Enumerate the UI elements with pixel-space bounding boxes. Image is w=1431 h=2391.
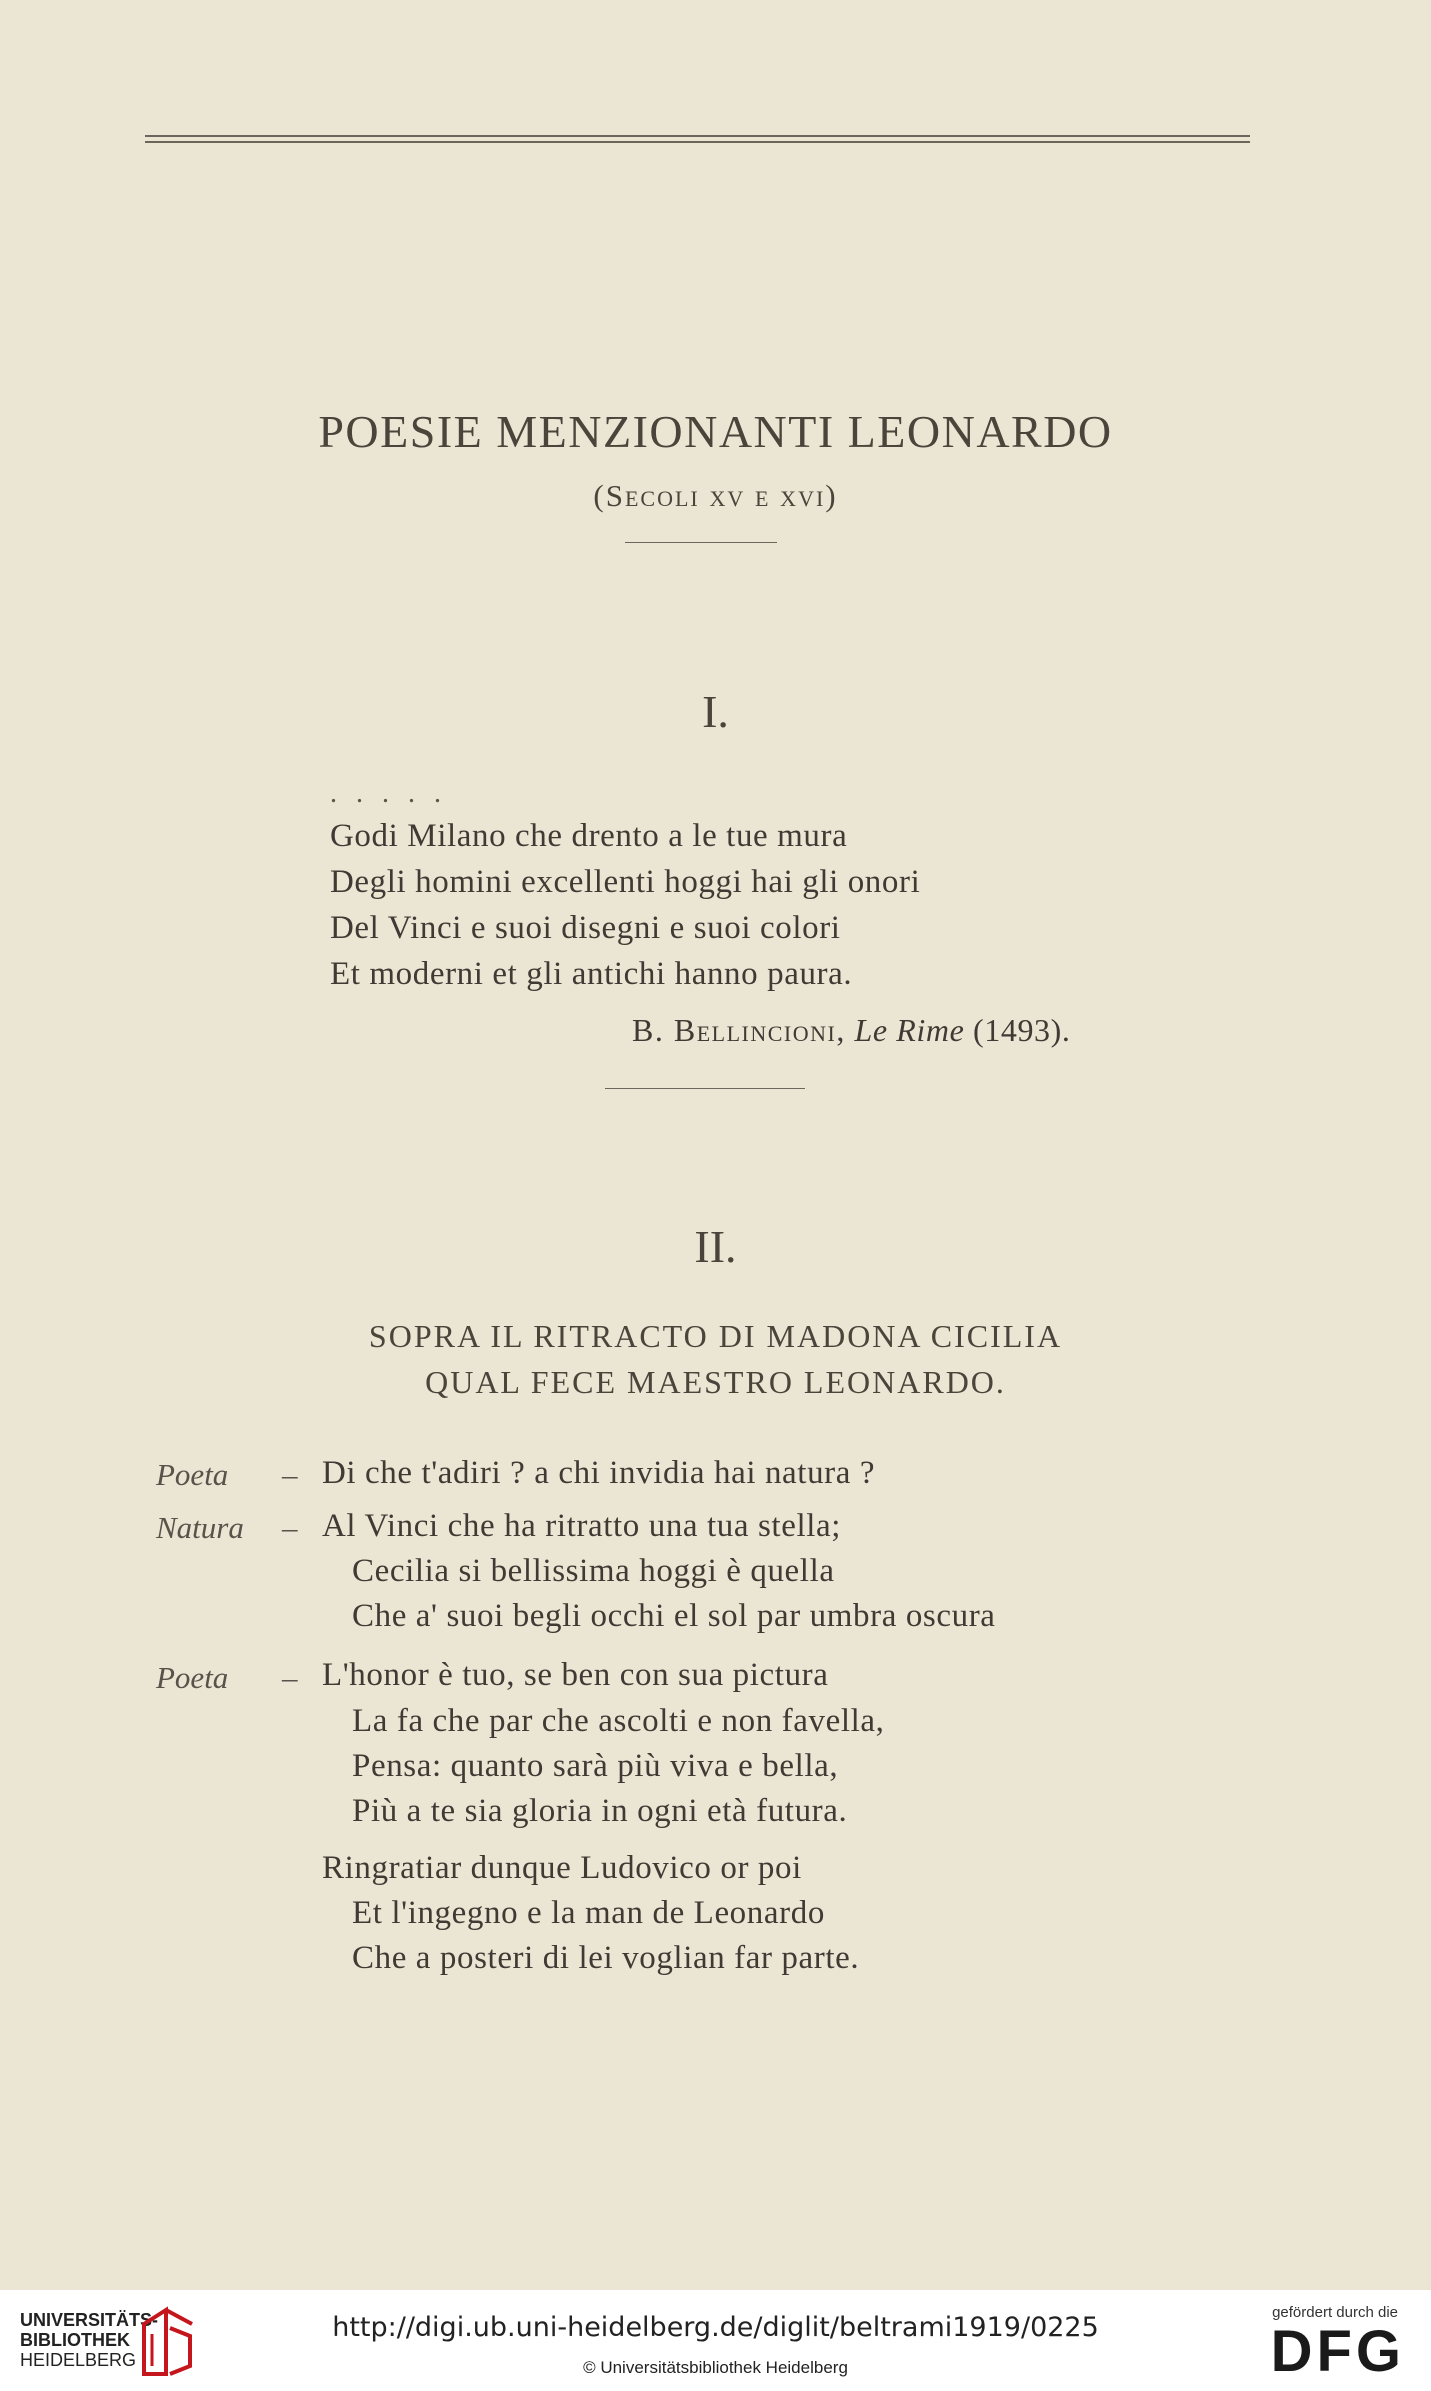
speaker-dash: – xyxy=(282,1457,298,1492)
library-footer xyxy=(0,2290,1431,2391)
section1-divider xyxy=(605,1088,805,1089)
attribution-author: B. Bellincioni, xyxy=(632,1012,846,1048)
page-subtitle: (Secoli xv e xvi) xyxy=(593,478,838,513)
title-divider xyxy=(625,542,777,543)
poem1-attribution xyxy=(632,1012,1071,1049)
library-name-line3: HEIDELBERG xyxy=(20,2350,137,2370)
dfg-caption: gefördert durch die xyxy=(1272,2304,1398,2321)
speaker-label: Natura xyxy=(156,1510,244,1545)
poem2-line: Che a posteri di lei voglian far parte. xyxy=(352,1940,860,1976)
poem2-line: Che a' suoi begli occhi el sol par umbra oscura xyxy=(352,1598,996,1634)
top-rule-second xyxy=(145,141,1250,143)
top-rule xyxy=(145,135,1250,137)
speaker-dash: – xyxy=(282,1510,298,1545)
poem1-line: Godi Milano che drento a le tue mura xyxy=(330,818,848,854)
poem1-line: Degli homini excellenti hoggi hai gli onori xyxy=(330,864,921,900)
speaker-label: Poeta xyxy=(156,1457,229,1492)
section-number-1: I. xyxy=(702,686,729,737)
poem2-line: Pensa: quanto sarà più viva e bella, xyxy=(352,1748,839,1784)
poem1-line: Del Vinci e suoi disegni e suoi colori xyxy=(330,910,841,946)
page-url-link[interactable]: http://digi.ub.uni-heidelberg.de/diglit/beltrami1919/0225 xyxy=(332,2312,1099,2343)
library-name-line2: BIBLIOTHEK xyxy=(20,2330,130,2350)
poem1-line: Et moderni et gli antichi hanno paura. xyxy=(330,956,853,992)
poem2-line: Di che t'adiri ? a chi invidia hai natura ? xyxy=(322,1455,876,1491)
attribution-year: (1493). xyxy=(973,1012,1071,1048)
poem2-line: La fa che par che ascolti e non favella, xyxy=(352,1703,885,1739)
copyright-notice: © Universitätsbibliothek Heidelberg xyxy=(583,2358,848,2377)
poem2-line: Cecilia si bellissima hoggi è quella xyxy=(352,1553,835,1589)
attribution-work: Le Rime xyxy=(854,1012,965,1048)
speaker-dash: – xyxy=(282,1660,298,1695)
poem2-line: Et l'ingegno e la man de Leonardo xyxy=(352,1895,825,1931)
dfg-logo: DFG xyxy=(1270,2319,1405,2384)
poem2-line: L'honor è tuo, se ben con sua pictura xyxy=(322,1657,829,1693)
page-title: POESIE MENZIONANTI LEONARDO xyxy=(318,406,1113,457)
poem2-line: Più a te sia gloria in ogni età futura. xyxy=(352,1793,848,1829)
section2-caption-line1: SOPRA IL RITRACTO DI MADONA CICILIA xyxy=(368,1318,1063,1354)
ellipsis-dots: . . . . . xyxy=(330,778,447,809)
poem2-line: Ringratiar dunque Ludovico or poi xyxy=(322,1850,802,1886)
section-number-2: II. xyxy=(694,1221,737,1272)
speaker-label: Poeta xyxy=(156,1660,229,1695)
library-name-line1: UNIVERSITÄTS- xyxy=(20,2310,159,2330)
section2-caption-line2: QUAL FECE MAESTRO LEONARDO. xyxy=(425,1364,1006,1400)
poem2-line: Al Vinci che ha ritratto una tua stella; xyxy=(322,1508,841,1544)
